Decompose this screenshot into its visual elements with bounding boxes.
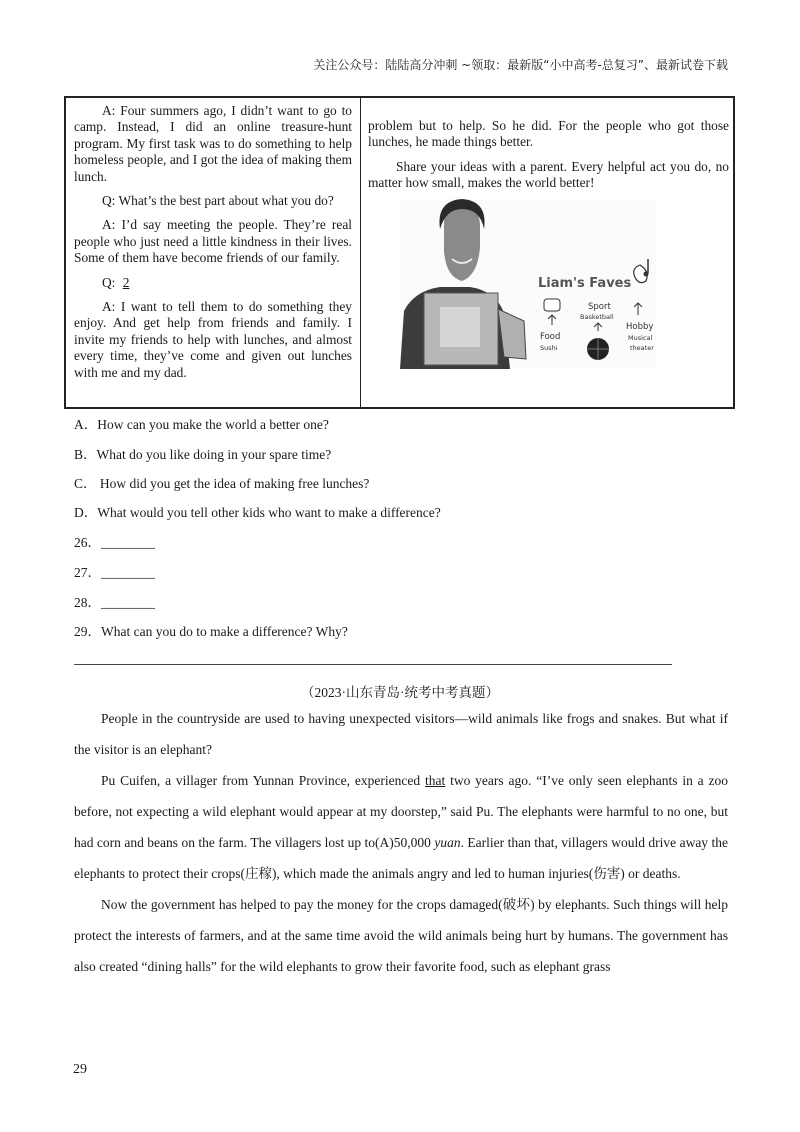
question-label: Q: — [102, 274, 119, 290]
question-paragraph: Q: What’s the best part about what you do? — [102, 193, 334, 209]
answer-paragraph-3: A: I want to tell them to do something they enjoy. And get help from friends and family. I invite my friends to help with lunches, and almost every time, they’ve come and given out lunches with me and my dad. — [74, 299, 352, 380]
page-header: 关注公众号：陆陆高分冲刺 ~领取：最新版“小中高考-总复习”、最新试卷下载 — [313, 58, 728, 72]
answer-paragraph-2: A: I’d say meeting the people. They’re real people who just need a little kindness in their lives. Some of them have become friends of our family. — [74, 217, 352, 266]
faves-title: Liam's Faves — [538, 276, 632, 291]
section-divider — [74, 664, 672, 665]
answer-paragraph-1: A: Four summers ago, I didn’t want to go to camp. Instead, I did an online treasure-hunt program. My first task was to do something to help homeless people, and I got the idea of making them lunch. — [74, 103, 352, 184]
p2-part-b: two years ago. “I’ve only seen elephants in a zoo before, not expecting a wild elephant would appear at my doorstep,” said Pu. The elephants were harmful to no one, but had corn and beans on the farm. The villagers lost up to(A)50,000 — [74, 773, 729, 850]
question-blank-number: 2 — [122, 274, 130, 290]
page-number: 29 — [73, 1062, 87, 1077]
option-b: B．What do you like doing in your spare time? — [74, 447, 332, 462]
liam-photo-figure — [400, 199, 656, 369]
hobby-label: Hobby — [626, 322, 654, 332]
question-26: 26．________ — [74, 535, 155, 550]
question-28: 28．________ — [74, 595, 155, 610]
passage-paragraph-3: Now the government has helped to pay the money for the crops damaged(破坏) by elephants. Such things will help protect the interests of farmers, and at the same time avoid the wild animals being hurt by humans. The government has also created “dining halls” for the wild elephants to grow their favorite food, such as elephant grass — [74, 897, 728, 974]
right-paragraph-2: Share your ideas with a parent. Every helpful act you do, no matter how small, makes the world better! — [368, 158, 729, 191]
option-d: D．What would you tell other kids who want to make a difference? — [74, 505, 441, 520]
option-a: A．How can you make the world a better one? — [74, 417, 329, 432]
reading-passage — [74, 703, 728, 982]
sport-value: Basketball — [580, 313, 614, 321]
passage-paragraph-2 — [74, 765, 728, 889]
food-label: Food — [540, 332, 561, 342]
question-29: 29．What can you do to make a difference? Why? — [74, 624, 348, 639]
p2-underlined-word: that — [424, 773, 446, 788]
p2-part-c: . Earlier than that, villagers would drive away the elephants to protect their crops(庄稼), which made the animals angry and led to human injuries(伤害) or deaths. — [74, 835, 728, 881]
sign-drawing-shape — [440, 307, 480, 347]
option-c: C． How did you get the idea of making free lunches? — [74, 476, 370, 491]
sport-label: Sport — [588, 302, 611, 312]
p2-part-a: Pu Cuifen, a villager from Yunnan Province, experienced — [101, 773, 425, 788]
hobby-value-2: theater — [630, 344, 654, 352]
passage-paragraph-1: People in the countryside are used to having unexpected visitors—wild animals like frogs and snakes. But what if the visitor is an elephant? — [74, 711, 728, 757]
question-blank-line — [74, 275, 352, 291]
interview-box — [64, 96, 735, 409]
column-divider — [360, 98, 361, 407]
source-line: （2023·山东青岛·统考中考真题） — [301, 685, 499, 700]
right-paragraph-1: problem but to help. So he did. For the people who got those lunches, he made things better. — [368, 118, 729, 150]
p2-italic-word: yuan — [434, 835, 461, 850]
sushi-icon — [544, 299, 560, 311]
hobby-value-1: Musical — [628, 334, 653, 342]
left-column — [74, 103, 352, 389]
face-shape — [444, 203, 480, 281]
food-value: Sushi — [540, 344, 558, 352]
question-27: 27．________ — [74, 565, 155, 580]
right-column — [368, 118, 729, 200]
